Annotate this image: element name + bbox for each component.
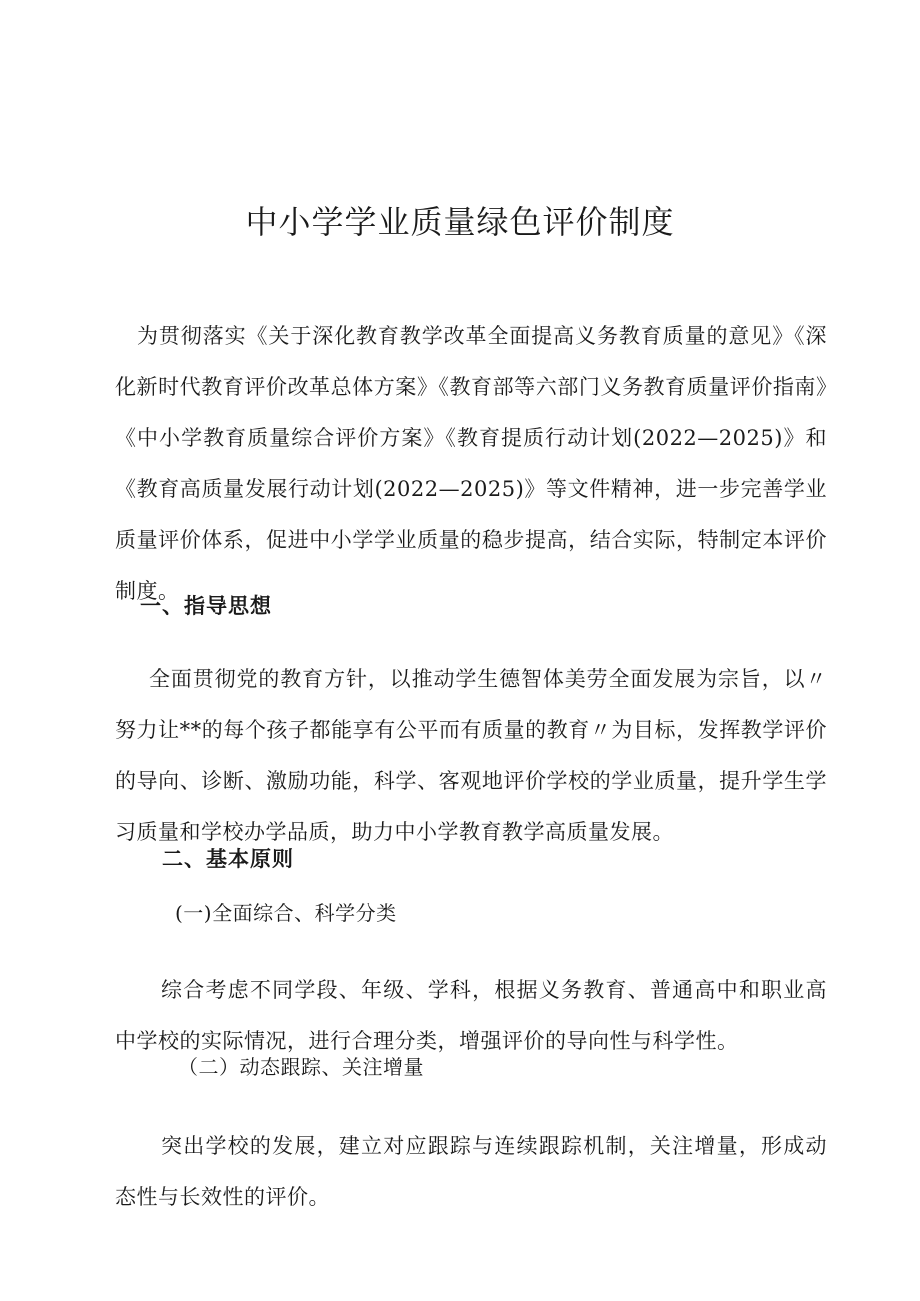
section-heading-guiding-ideology: 一、指导思想	[140, 594, 272, 618]
subsection-body-comprehensive: 综合考虑不同学段、年级、学科，根据义务教育、普通高中和职业高中学校的实际情况，进行合理分类，增强评价的导向性与科学性。	[115, 978, 827, 1053]
section-body-guiding-ideology: 全面贯彻党的教育方针，以推动学生德智体美劳全面发展为宗旨，以〃努力让**的每个孩子都能享有公平而有质量的教育〃为目标，发挥教学评价的导向、诊断、激励功能，科学、客观地评价学校的学业质量，提升学生学习质量和学校办学品质，助力中小学教育教学高质量发展。	[115, 667, 827, 844]
intro-paragraph: 为贯彻落实《关于深化教育教学改革全面提高义务教育质量的意见》《深化新时代教育评价改革总体方案》《教育部等六部门义务教育质量评价指南》《中小学教育质量综合评价方案》《教育提质行动计划(2022—2025)》和《教育高质量发展行动计划(2022—2025)》等文件精神，进一步完善学业质量评价体系，促进中小学学业质量的稳步提高，结合实际，特制定本评价制度。	[115, 324, 827, 603]
subsection-body-dynamic-tracking: 突出学校的发展，建立对应跟踪与连续跟踪机制，关注增量，形成动态性与长效性的评价。	[115, 1134, 827, 1209]
subsection-heading-comprehensive: (一)全面综合、科学分类	[175, 901, 397, 925]
subsection-heading-dynamic-tracking: （二）动态跟踪、关注增量	[178, 1055, 424, 1079]
page-title: 中小学学业质量绿色评价制度	[245, 203, 675, 242]
section-heading-basic-principles: 二、基本原则	[162, 847, 294, 871]
